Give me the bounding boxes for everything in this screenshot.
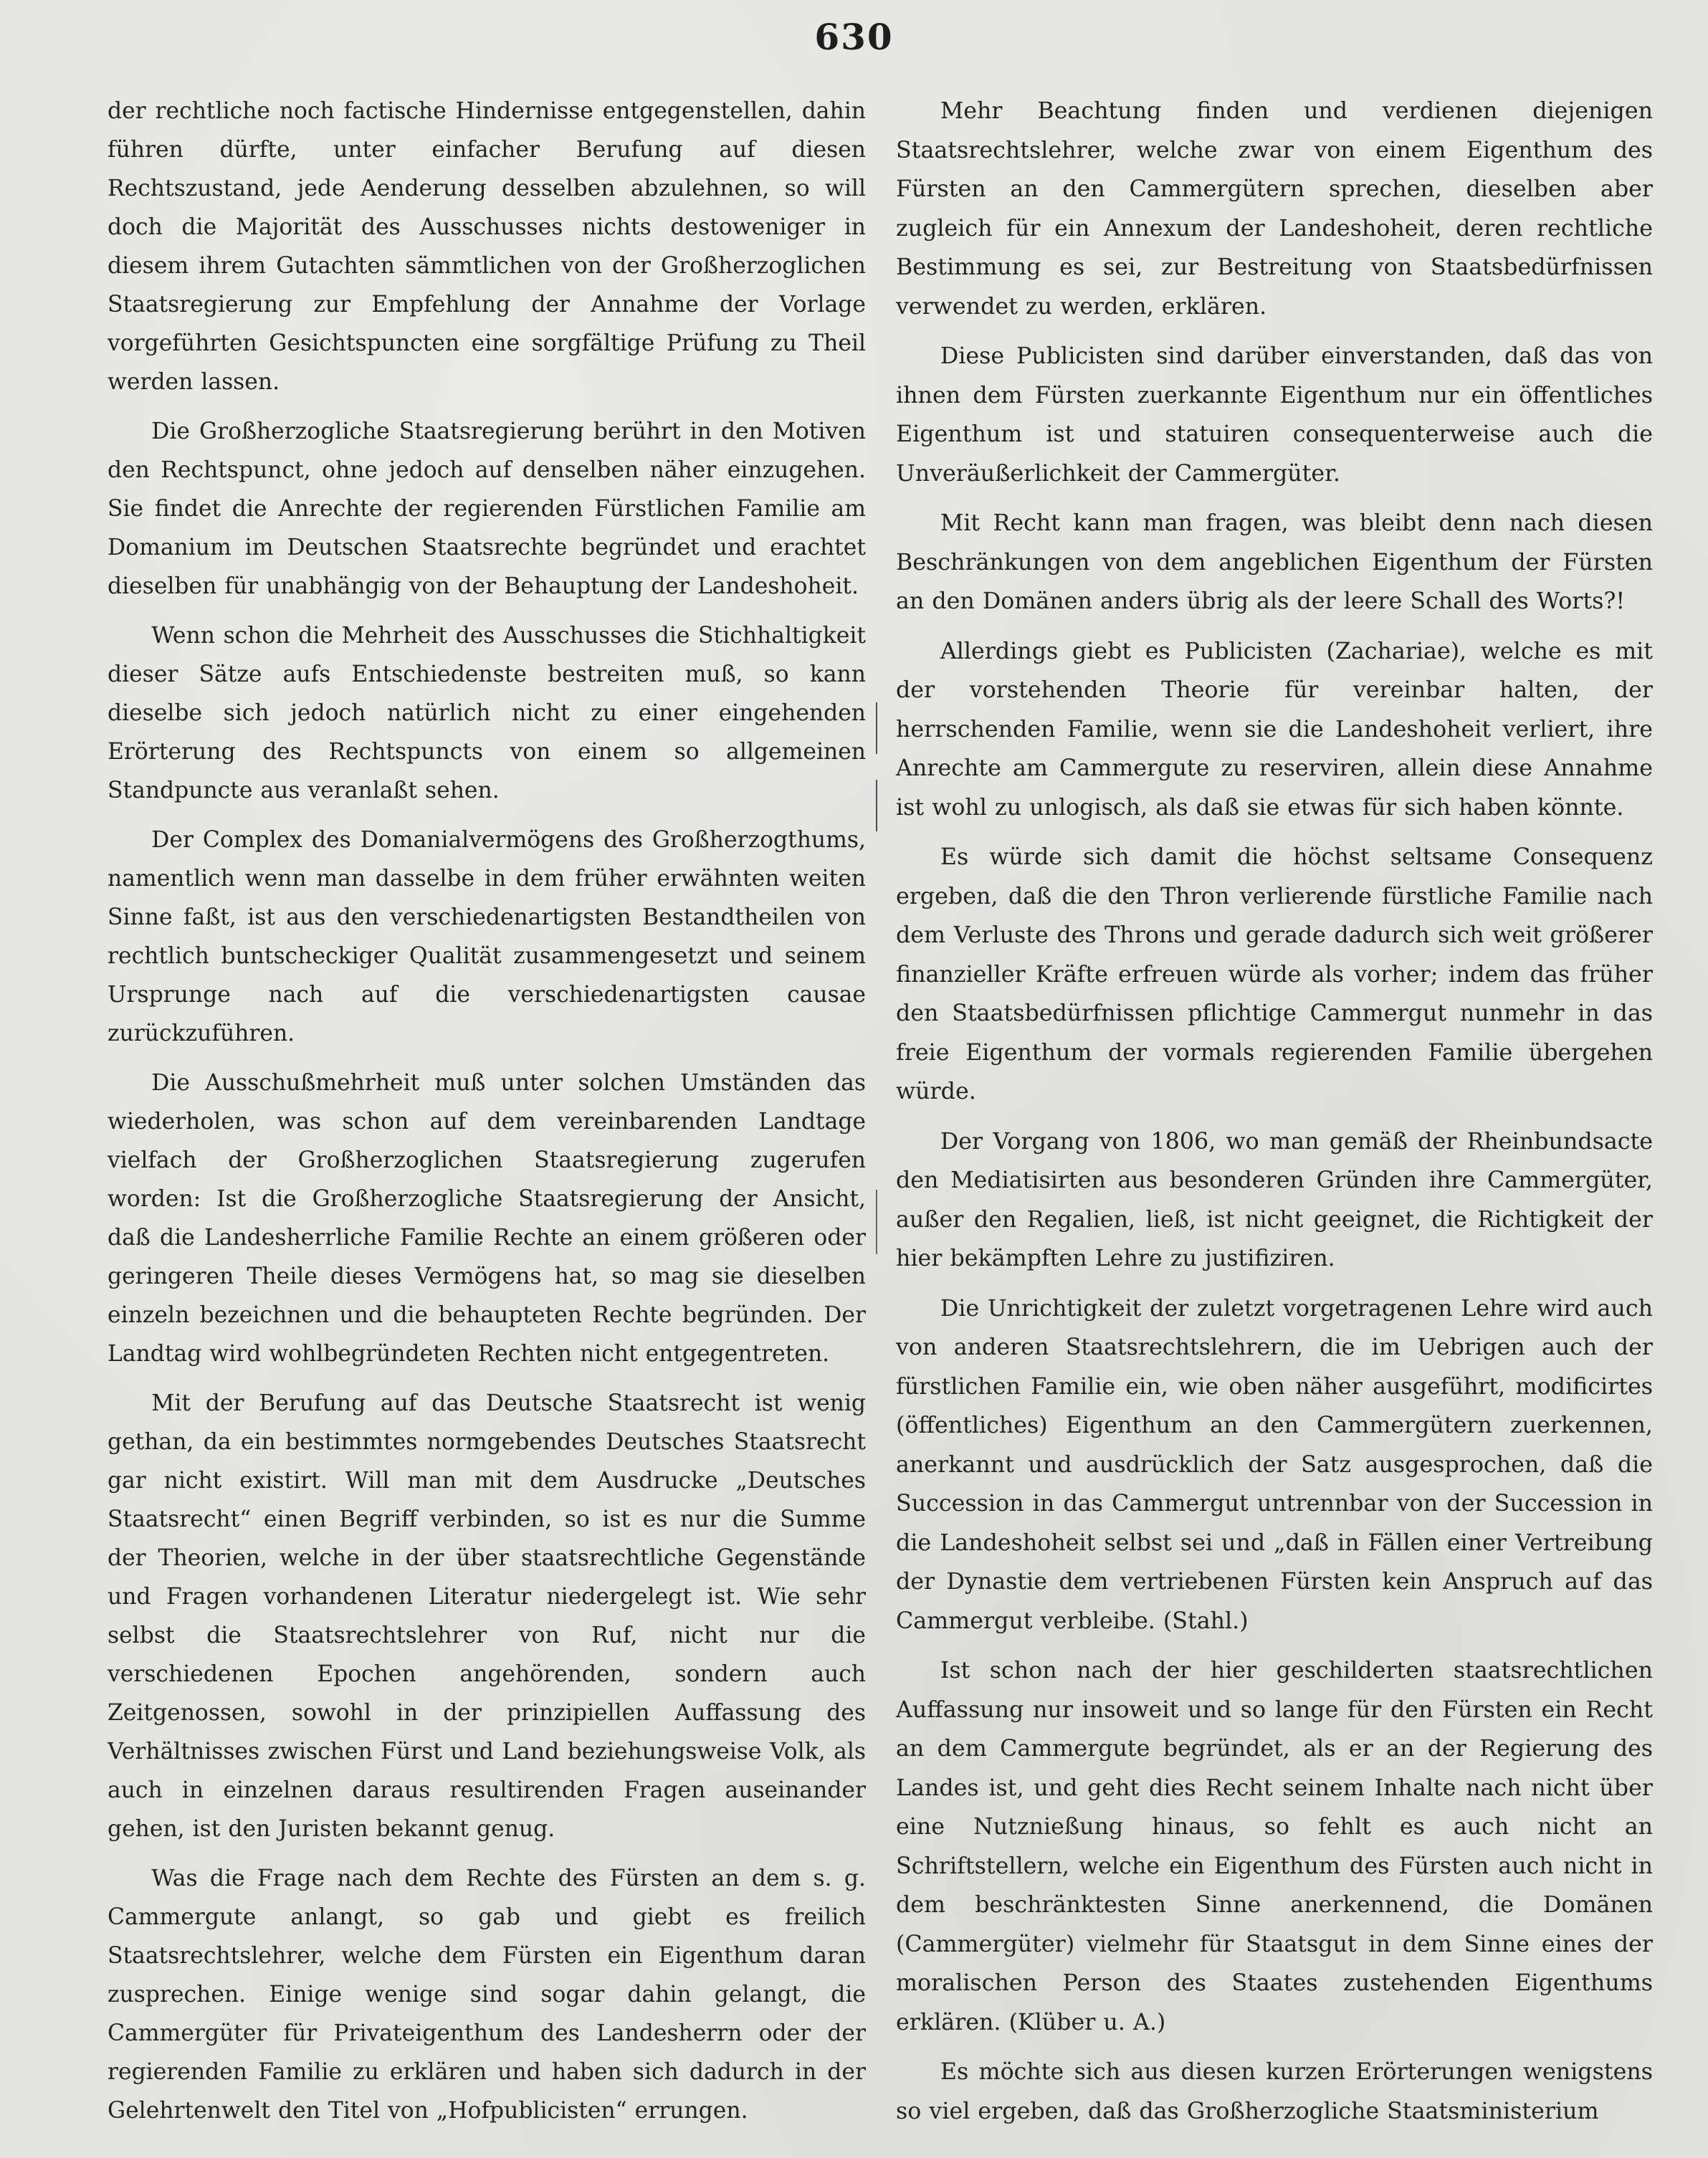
page-number: 630 [814, 16, 894, 58]
column-divider [876, 702, 877, 831]
paragraph: Es möchte sich aus diesen kurzen Erörterungen wenigstens so viel ergeben, daß das Großherzogliche Staatsministerium [896, 2059, 1653, 2124]
paragraph: Der Complex des Domanialvermögens des Großherzogthums, namentlich wenn man dasselbe in dem früher erwähnten weiten Sinne faßt, ist aus den verschiedenartigsten Bestandtheilen von rechtlich buntscheckiger Qualität zusammengesetzt und seinem Ursprunge nach auf die verschiedenartigsten causae zurückzuführen. [108, 827, 866, 1046]
right-column [896, 92, 1653, 2142]
paragraph: Wenn schon die Mehrheit des Ausschusses die Stichhaltigkeit dieser Sätze aufs Entschiedenste bestreiten muß, so kann dieselbe sich jedoch natürlich nicht zu einer eingehenden Erörterung des Rechtspuncts von einem so allgemeinen Standpuncte aus veranlaßt sehen. [108, 623, 866, 803]
paragraph: Der Vorgang von 1806, wo man gemäß der Rheinbundsacte den Mediatisirten aus besonderen Gründen ihre Cammergüter, außer den Regalien, ließ, ist nicht geeignet, die Richtigkeit der hier bekämpften Lehre zu justifiziren. [896, 1128, 1653, 1271]
paragraph: Was die Frage nach dem Rechte des Fürsten an dem s. g. Cammergute anlangt, so gab und giebt es freilich Staatsrechtslehrer, welche dem Fürsten ein Eigenthum daran zusprechen. Einige wenige sind sogar dahin gelangt, die Cammergüter für Privateigenthum des Landesherrn oder der regierenden Familie zu erklären und haben sich dadurch in der Gelehrtenwelt den Titel von „Hofpublicisten“ errungen. [108, 1866, 866, 2124]
paragraph: Es würde sich damit die höchst seltsame Consequenz ergeben, daß die den Thron verlierende fürstliche Familie nach dem Verluste des Throns und gerade dadurch sich weit größerer finanzieller Kräfte erfreuen würde als vorher; indem das früher den Staatsbedürfnissen pflichtige Cammergut nunmehr in das freie Eigenthum der vormals regierenden Familie übergehen würde. [896, 844, 1653, 1104]
left-column [108, 92, 866, 2141]
paragraph: Die Ausschußmehrheit muß unter solchen Umständen das wiederholen, was schon auf dem vereinbarenden Landtage vielfach der Großherzoglichen Staatsregierung zugerufen worden: Ist die Großherzogliche Staatsregierung der Ansicht, daß die Landesherrliche Familie Rechte an einem größeren oder geringeren Theile dieses Vermögens hat, so mag sie dieselben einzeln bezeichnen und die behaupteten Rechte begründen. Der Landtag wird wohlbegründeten Rechten nicht entgegentreten. [108, 1070, 866, 1367]
paragraph: Die Großherzogliche Staatsregierung berührt in den Motiven den Rechtspunct, ohne jedoch auf denselben näher einzugehen. Sie findet die Anrechte der regierenden Fürstlichen Familie am Domanium im Deutschen Staatsrechte begründet und erachtet dieselben für unabhängig von der Behauptung der Landeshoheit. [108, 419, 866, 599]
paragraph: Die Unrichtigkeit der zuletzt vorgetragenen Lehre wird auch von anderen Staatsrechtslehrern, die im Uebrigen auch der fürstlichen Familie ein, wie oben näher ausgeführt, modificirtes (öffentliches) Eigenthum an den Cammergütern zuerkennen, anerkannt und ausdrücklich der Satz ausgesprochen, daß die Succession in das Cammergut untrennbar von der Succession in die Landeshoheit selbst sei und „daß in Fällen einer Vertreibung der Dynastie dem vertriebenen Fürsten kein Anspruch auf das Cammergut verbleibe. (Stahl.) [896, 1295, 1653, 1634]
paragraph: Mit der Berufung auf das Deutsche Staatsrecht ist wenig gethan, da ein bestimmtes normgebendes Deutsches Staatsrecht gar nicht existirt. Will man mit dem Ausdrucke „Deutsches Staatsrecht“ einen Begriff verbinden, so ist es nur die Summe der Theorien, welche in der über staatsrechtliche Gegenstände und Fragen vorhandenen Literatur niedergelegt ist. Wie sehr selbst die Staatsrechtslehrer von Ruf, nicht nur die verschiedenen Epochen angehörenden, sondern auch Zeitgenossen, sowohl in der prinzipiellen Auffassung des Verhältnisses zwischen Fürst und Land beziehungsweise Volk, als auch in einzelnen daraus resultirenden Fragen auseinander gehen, ist den Juristen bekannt genug. [108, 1390, 866, 1842]
paragraph: Ist schon nach der hier geschilderten staatsrechtlichen Auffassung nur insoweit und so lange für den Fürsten ein Recht an dem Cammergute begründet, als er an der Regierung des Landes ist, und geht dies Recht seinem Inhalte nach nicht über eine Nutznießung hinaus, so fehlt es auch nicht an Schriftstellern, welche ein Eigenthum des Fürsten auch nicht in dem beschränktesten Sinne anerkennend, die Domänen (Cammergüter) vielmehr für Staatsgut in dem Sinne eines der moralischen Person des Staates zustehenden Eigenthums erklären. (Klüber u. A.) [896, 1658, 1653, 2035]
paragraph: Mehr Beachtung finden und verdienen diejenigen Staatsrechtslehrer, welche zwar von einem Eigenthum des Fürsten an den Cammergütern sprechen, dieselben aber zugleich für ein Annexum der Landeshoheit, deren rechtliche Bestimmung es sei, zur Bestreitung von Staatsbedürfnissen verwendet zu werden, erklären. [896, 98, 1653, 320]
column-divider [876, 1190, 877, 1254]
paragraph: der rechtliche noch factische Hindernisse entgegenstellen, dahin führen dürfte, unter einfacher Berufung auf diesen Rechtszustand, jede Aenderung desselben abzulehnen, so will doch die Majorität des Ausschusses nichts destoweniger in diesem ihrem Gutachten sämmtlichen von der Großherzoglichen Staatsregierung zur Empfehlung der Annahme der Vorlage vorgeführten Gesichtspuncten eine sorgfältige Prüfung zu Theil werden lassen. [108, 98, 866, 395]
paragraph: Allerdings giebt es Publicisten (Zachariae), welche es mit der vorstehenden Theorie für vereinbar halten, der herrschenden Familie, wenn sie die Landeshoheit verliert, ihre Anrechte am Cammergute zu reserviren, allein diese Annahme ist wohl zu unlogisch, als daß sie etwas für sich haben könnte. [896, 638, 1653, 821]
paragraph: Diese Publicisten sind darüber einverstanden, daß das von ihnen dem Fürsten zuerkannte Eigenthum nur ein öffentliches Eigenthum ist und statuiren consequenterweise auch die Unveräußerlichkeit der Cammergüter. [896, 343, 1653, 487]
paragraph: Mit Recht kann man fragen, was bleibt denn nach diesen Beschränkungen von dem angeblichen Eigenthum der Fürsten an den Domänen anders übrig als der leere Schall des Worts?! [896, 510, 1653, 614]
